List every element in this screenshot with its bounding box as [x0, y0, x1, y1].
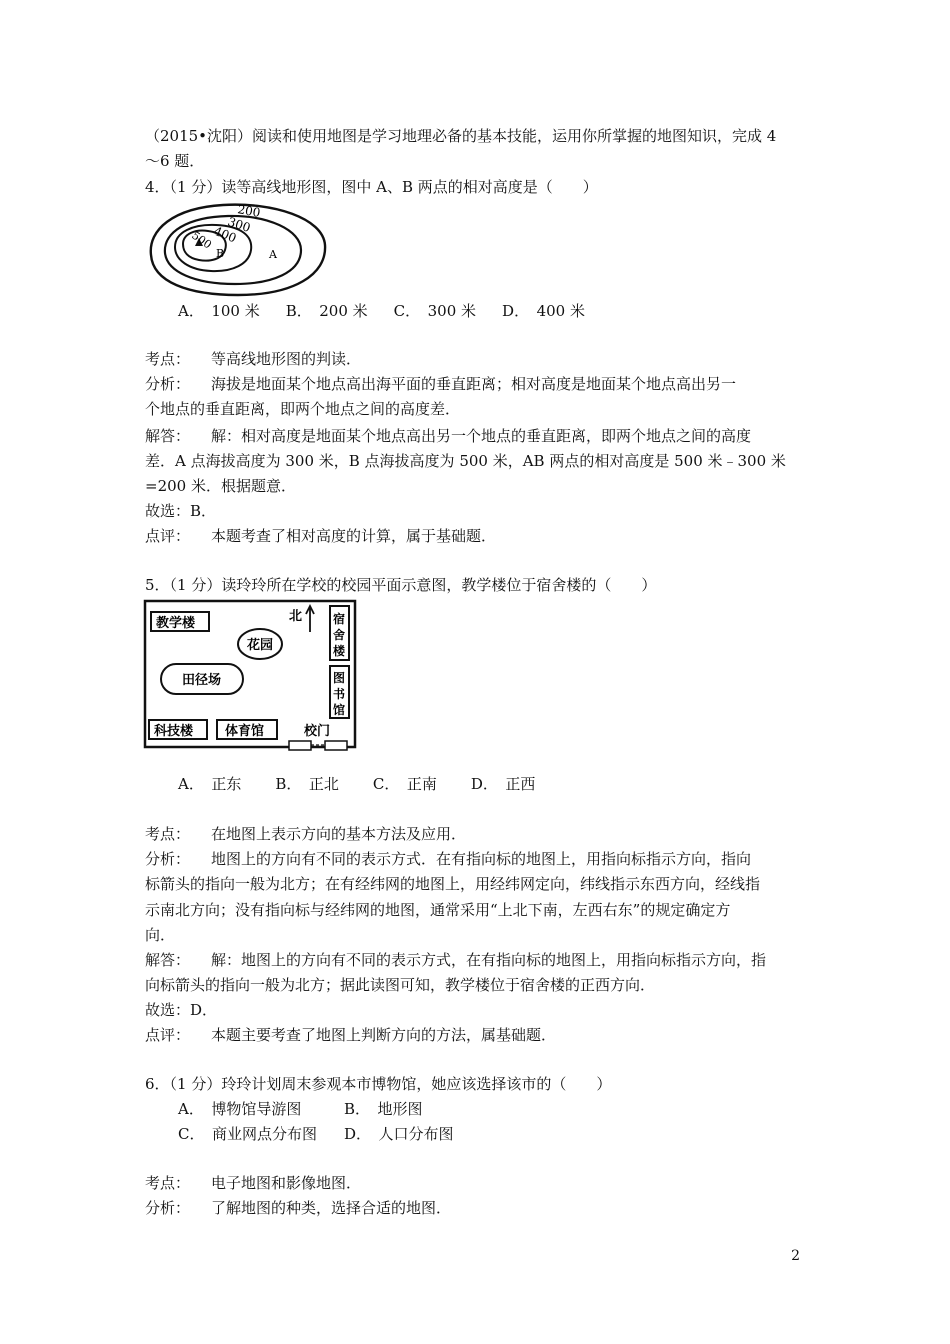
q4-fenxi-line-2: 个地点的垂直距离，即两个地点之间的高度差．	[145, 400, 461, 418]
q4-jieda-text-1: 解：相对高度是地面某个地点高出另一个地点的垂直距离，即两个地点之间的高度	[211, 427, 752, 445]
q4-jieda-line-3: =200 米．根据题意．	[145, 477, 296, 495]
q5-fenxi-label: 分析：	[145, 850, 191, 868]
q4-kaodian	[145, 348, 361, 370]
q5-option-d: D． 正西	[470, 775, 536, 793]
q5-fenxi-line-4: 向．	[145, 926, 176, 944]
q6-option-a: A． 博物馆导游图	[178, 1100, 302, 1118]
q4-kaodian-label: 考点：	[145, 350, 191, 368]
q5-jieda-text-1: 解：地图上的方向有不同的表示方式，在有指向标的地图上，用指向标指示方向，指	[211, 951, 767, 969]
q4-dianping	[145, 525, 496, 547]
gate-post-left	[289, 741, 311, 750]
q4-option-c: C． 300 米	[393, 302, 477, 320]
q5-kaodian-label: 考点：	[145, 825, 191, 843]
q5-jieda-line-2: 向标箭头的指向一般为北方；据此读图可知，教学楼位于宿舍楼的正西方向．	[145, 976, 656, 994]
q5-option-c: C． 正南	[372, 775, 437, 793]
label-tianjing: 田径场	[182, 673, 222, 688]
q5-dianping-text: 本题主要考查了地图上判断方向的方法，属基础题．	[211, 1026, 557, 1044]
q5-kaodian-text: 在地图上表示方向的基本方法及应用．	[211, 825, 467, 843]
q4-fenxi-label: 分析：	[145, 375, 191, 393]
q5-fenxi-text-1: 地图上的方向有不同的表示方式．在有指向标的地图上，用指向标指示方向，指向	[211, 850, 752, 868]
q4-dianping-label: 点评：	[145, 527, 191, 545]
label-sushe-2: 舍	[333, 628, 346, 642]
q5-option-a: A． 正东	[178, 775, 242, 793]
q5-dianping-label: 点评：	[145, 1026, 191, 1044]
q5-fenxi-line-3: 示南北方向；没有指向标与经纬网的地图，通常采用“上北下南，左西右东”的规定确定方	[145, 901, 731, 919]
q5-options	[178, 773, 569, 795]
gate-post-right	[325, 741, 347, 750]
q5-option-b: B． 正北	[275, 775, 339, 793]
contour-label-300: 300	[226, 214, 253, 235]
q6-fenxi-text: 了解地图的种类，选择合适的地图．	[211, 1199, 452, 1217]
page-number: 2	[791, 1248, 800, 1264]
q4-dianping-text: 本题考查了相对高度的计算，属于基础题．	[211, 527, 497, 545]
q6-fenxi-label: 分析：	[145, 1199, 191, 1217]
north-arrow-icon	[306, 606, 314, 632]
q5-dianping	[145, 1024, 556, 1046]
label-tushuguan-1: 图	[333, 671, 346, 685]
contour-label-500: 500	[189, 228, 214, 252]
label-jiaoxue: 教学楼	[156, 616, 196, 631]
intro-line-1: （2015•沈阳）阅读和使用地图是学习地理必备的基本技能，运用你所掌握的地图知识，完成 4	[145, 127, 777, 145]
contour-label-400: 400	[211, 223, 239, 246]
q4-answer: 故选：B．	[145, 502, 217, 520]
q6-kaodian-text: 电子地图和影像地图．	[211, 1174, 362, 1192]
q5-campus-map	[143, 598, 359, 754]
q5-fenxi-line-2: 标箭头的指向一般为北方；在有经纬网的地图上，用经纬网定向，纬线指示东西方向，经线指	[145, 875, 761, 893]
q4-fenxi-text-1: 海拔是地面某个地点高出海平面的垂直距离；相对高度是地面某个地点高出另一	[211, 375, 737, 393]
point-label-a: A	[269, 248, 277, 261]
q5-answer: 故选：D．	[145, 1001, 218, 1019]
label-tushuguan-3: 馆	[333, 703, 346, 717]
label-huayuan: 花园	[247, 638, 274, 653]
q5-jieda-label: 解答：	[145, 951, 191, 969]
q4-kaodian-text: 等高线地形图的判读．	[211, 350, 362, 368]
q5-jieda	[145, 949, 766, 971]
q4-fenxi	[145, 373, 736, 395]
q6-options-row-1	[178, 1098, 423, 1120]
label-keji: 科技楼	[154, 724, 194, 739]
intro-line-2: ～6 题．	[145, 152, 205, 170]
label-sushe-1: 宿	[333, 612, 346, 626]
q6-option-c: C． 商业网点分布图	[178, 1125, 317, 1143]
point-label-b: B	[216, 247, 225, 260]
q6-stem: 6．（1 分）玲玲计划周末参观本市博物馆，她应该选择该市的（ ）	[145, 1075, 612, 1093]
q4-jieda-label: 解答：	[145, 427, 191, 445]
q5-fenxi	[145, 848, 751, 870]
label-tiyu: 体育馆	[225, 724, 265, 739]
q4-option-a: A． 100 米	[178, 302, 260, 320]
label-tushuguan-2: 书	[333, 687, 346, 701]
q4-options	[178, 300, 611, 322]
q4-jieda-line-2: 差．A 点海拔高度为 300 米，B 点海拔高度为 500 米，AB 两点的相对高度是 500 米﹣300 米	[145, 452, 786, 470]
q5-kaodian	[145, 823, 466, 845]
q4-stem: 4．（1 分）读等高线地形图，图中 A、B 两点的相对高度是（ ）	[145, 178, 598, 196]
q4-contour-map	[143, 200, 333, 300]
q6-option-d: D． 人口分布图	[344, 1125, 454, 1143]
label-sushe-3: 楼	[333, 644, 346, 658]
q6-option-b: B． 地形图	[344, 1100, 423, 1118]
label-xiaomen: 校门	[304, 724, 331, 739]
q5-stem: 5．（1 分）读玲玲所在学校的校园平面示意图，教学楼位于宿舍楼的（ ）	[145, 576, 657, 594]
q4-option-d: D． 400 米	[502, 302, 585, 320]
q6-fenxi	[145, 1197, 451, 1219]
label-north: 北	[289, 609, 303, 624]
q6-kaodian-label: 考点：	[145, 1174, 191, 1192]
contour-label-200: 200	[236, 202, 262, 220]
q4-jieda	[145, 425, 751, 447]
q6-kaodian	[145, 1172, 361, 1194]
q4-option-b: B． 200 米	[285, 302, 368, 320]
q6-options-row-2	[178, 1123, 454, 1145]
